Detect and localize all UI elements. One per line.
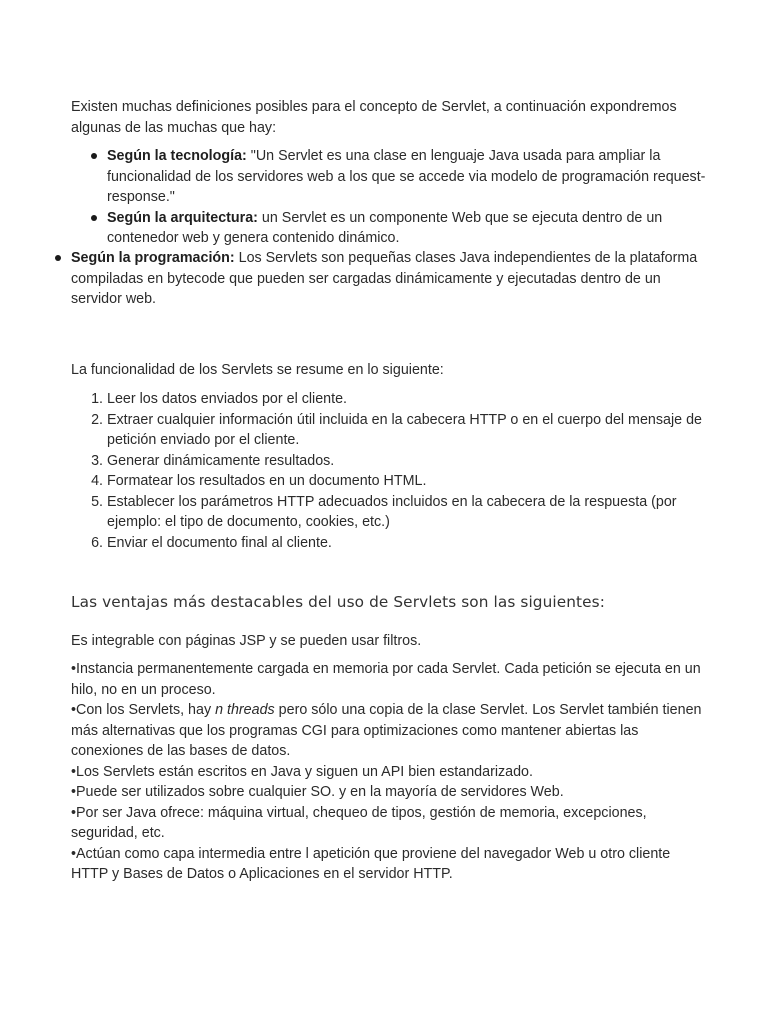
definition-architecture bbox=[107, 208, 707, 249]
definition-text: Los Servlets son pequeñas clases Java independientes de la plataforma compiladas en bytecode que pueden ser cargadas dinámicamente y ejecutadas dentro de un servidor web. bbox=[71, 250, 698, 307]
list-item: 5. Establecer los parámetros HTTP adecuados incluidos en la cabecera de la respuesta (por ejemplo: el tipo de documento, cookies, etc.) bbox=[107, 492, 707, 533]
advantage-item: •Los Servlets están escritos en Java y siguen un API bien estandarizado. bbox=[71, 763, 533, 780]
definition-text: un Servlet es un componente Web que se ejecuta dentro de un contenedor web y genera contenido dinámico. bbox=[107, 209, 663, 246]
functionality-intro: La funcionalidad de los Servlets se resume en lo siguiente: bbox=[71, 362, 444, 378]
list-item: 1. Leer los datos enviados por el cliente. bbox=[107, 389, 707, 410]
advantages-heading: Las ventajas más destacables del uso de Servlets son las siguientes: bbox=[71, 593, 605, 611]
definition-technology bbox=[107, 146, 707, 208]
intro-paragraph: Existen muchas definiciones posibles para el concepto de Servlet, a continuación expondremos algunas de las muchas que hay: bbox=[71, 99, 677, 136]
advantage-item: •Instancia permanentemente cargada en memoria por cada Servlet. Cada petición se ejecuta en un hilo, no en un proceso. bbox=[71, 661, 701, 698]
advantage-item: •Por ser Java ofrece: máquina virtual, chequeo de tipos, gestión de memoria, excepciones, seguridad, etc. bbox=[71, 804, 647, 841]
definition-list-outer bbox=[71, 248, 707, 310]
advantage-item: •Actúan como capa intermedia entre l apetición que proviene del navegador Web u otro cliente HTTP y Bases de Datos o Aplicaciones en el servidor HTTP. bbox=[71, 845, 671, 882]
advantages-jsp-line: Es integrable con páginas JSP y se pueden usar filtros. bbox=[71, 633, 422, 649]
definition-term: Según la programación: bbox=[71, 250, 235, 266]
advantage-text: pero sólo una copia de la clase Servlet. Los Servlet también tienen más alternativas que los programas CGI para optimizaciones como mantener abiertas las conexiones de las bases de datos. bbox=[71, 702, 702, 759]
definition-text: "Un Servlet es una clase en lenguaje Java usada para ampliar la funcionalidad de los servidores web a los que se accede via modelo de programación request-response." bbox=[107, 148, 706, 205]
advantage-emphasis: n threads bbox=[215, 702, 275, 718]
definition-term: Según la tecnología: bbox=[107, 148, 247, 164]
list-item: 6. Enviar el documento final al cliente. bbox=[107, 533, 707, 554]
list-item: 2. Extraer cualquier información útil incluida en la cabecera HTTP o en el cuerpo del mensaje de petición enviado por el cliente. bbox=[107, 410, 707, 451]
advantage-item: •Puede ser utilizados sobre cualquier SO. y en la mayoría de servidores Web. bbox=[71, 784, 564, 800]
definition-term: Según la arquitectura: bbox=[107, 209, 258, 226]
functionality-list bbox=[107, 389, 707, 553]
advantage-text: •Con los Servlets, hay bbox=[71, 702, 216, 718]
definition-list bbox=[107, 146, 707, 249]
advantage-item bbox=[71, 700, 711, 762]
advantages-list bbox=[71, 659, 711, 885]
definition-programming bbox=[71, 248, 707, 310]
list-item: 4. Formatear los resultados en un documento HTML. bbox=[107, 471, 707, 492]
list-item: 3. Generar dinámicamente resultados. bbox=[107, 451, 707, 472]
